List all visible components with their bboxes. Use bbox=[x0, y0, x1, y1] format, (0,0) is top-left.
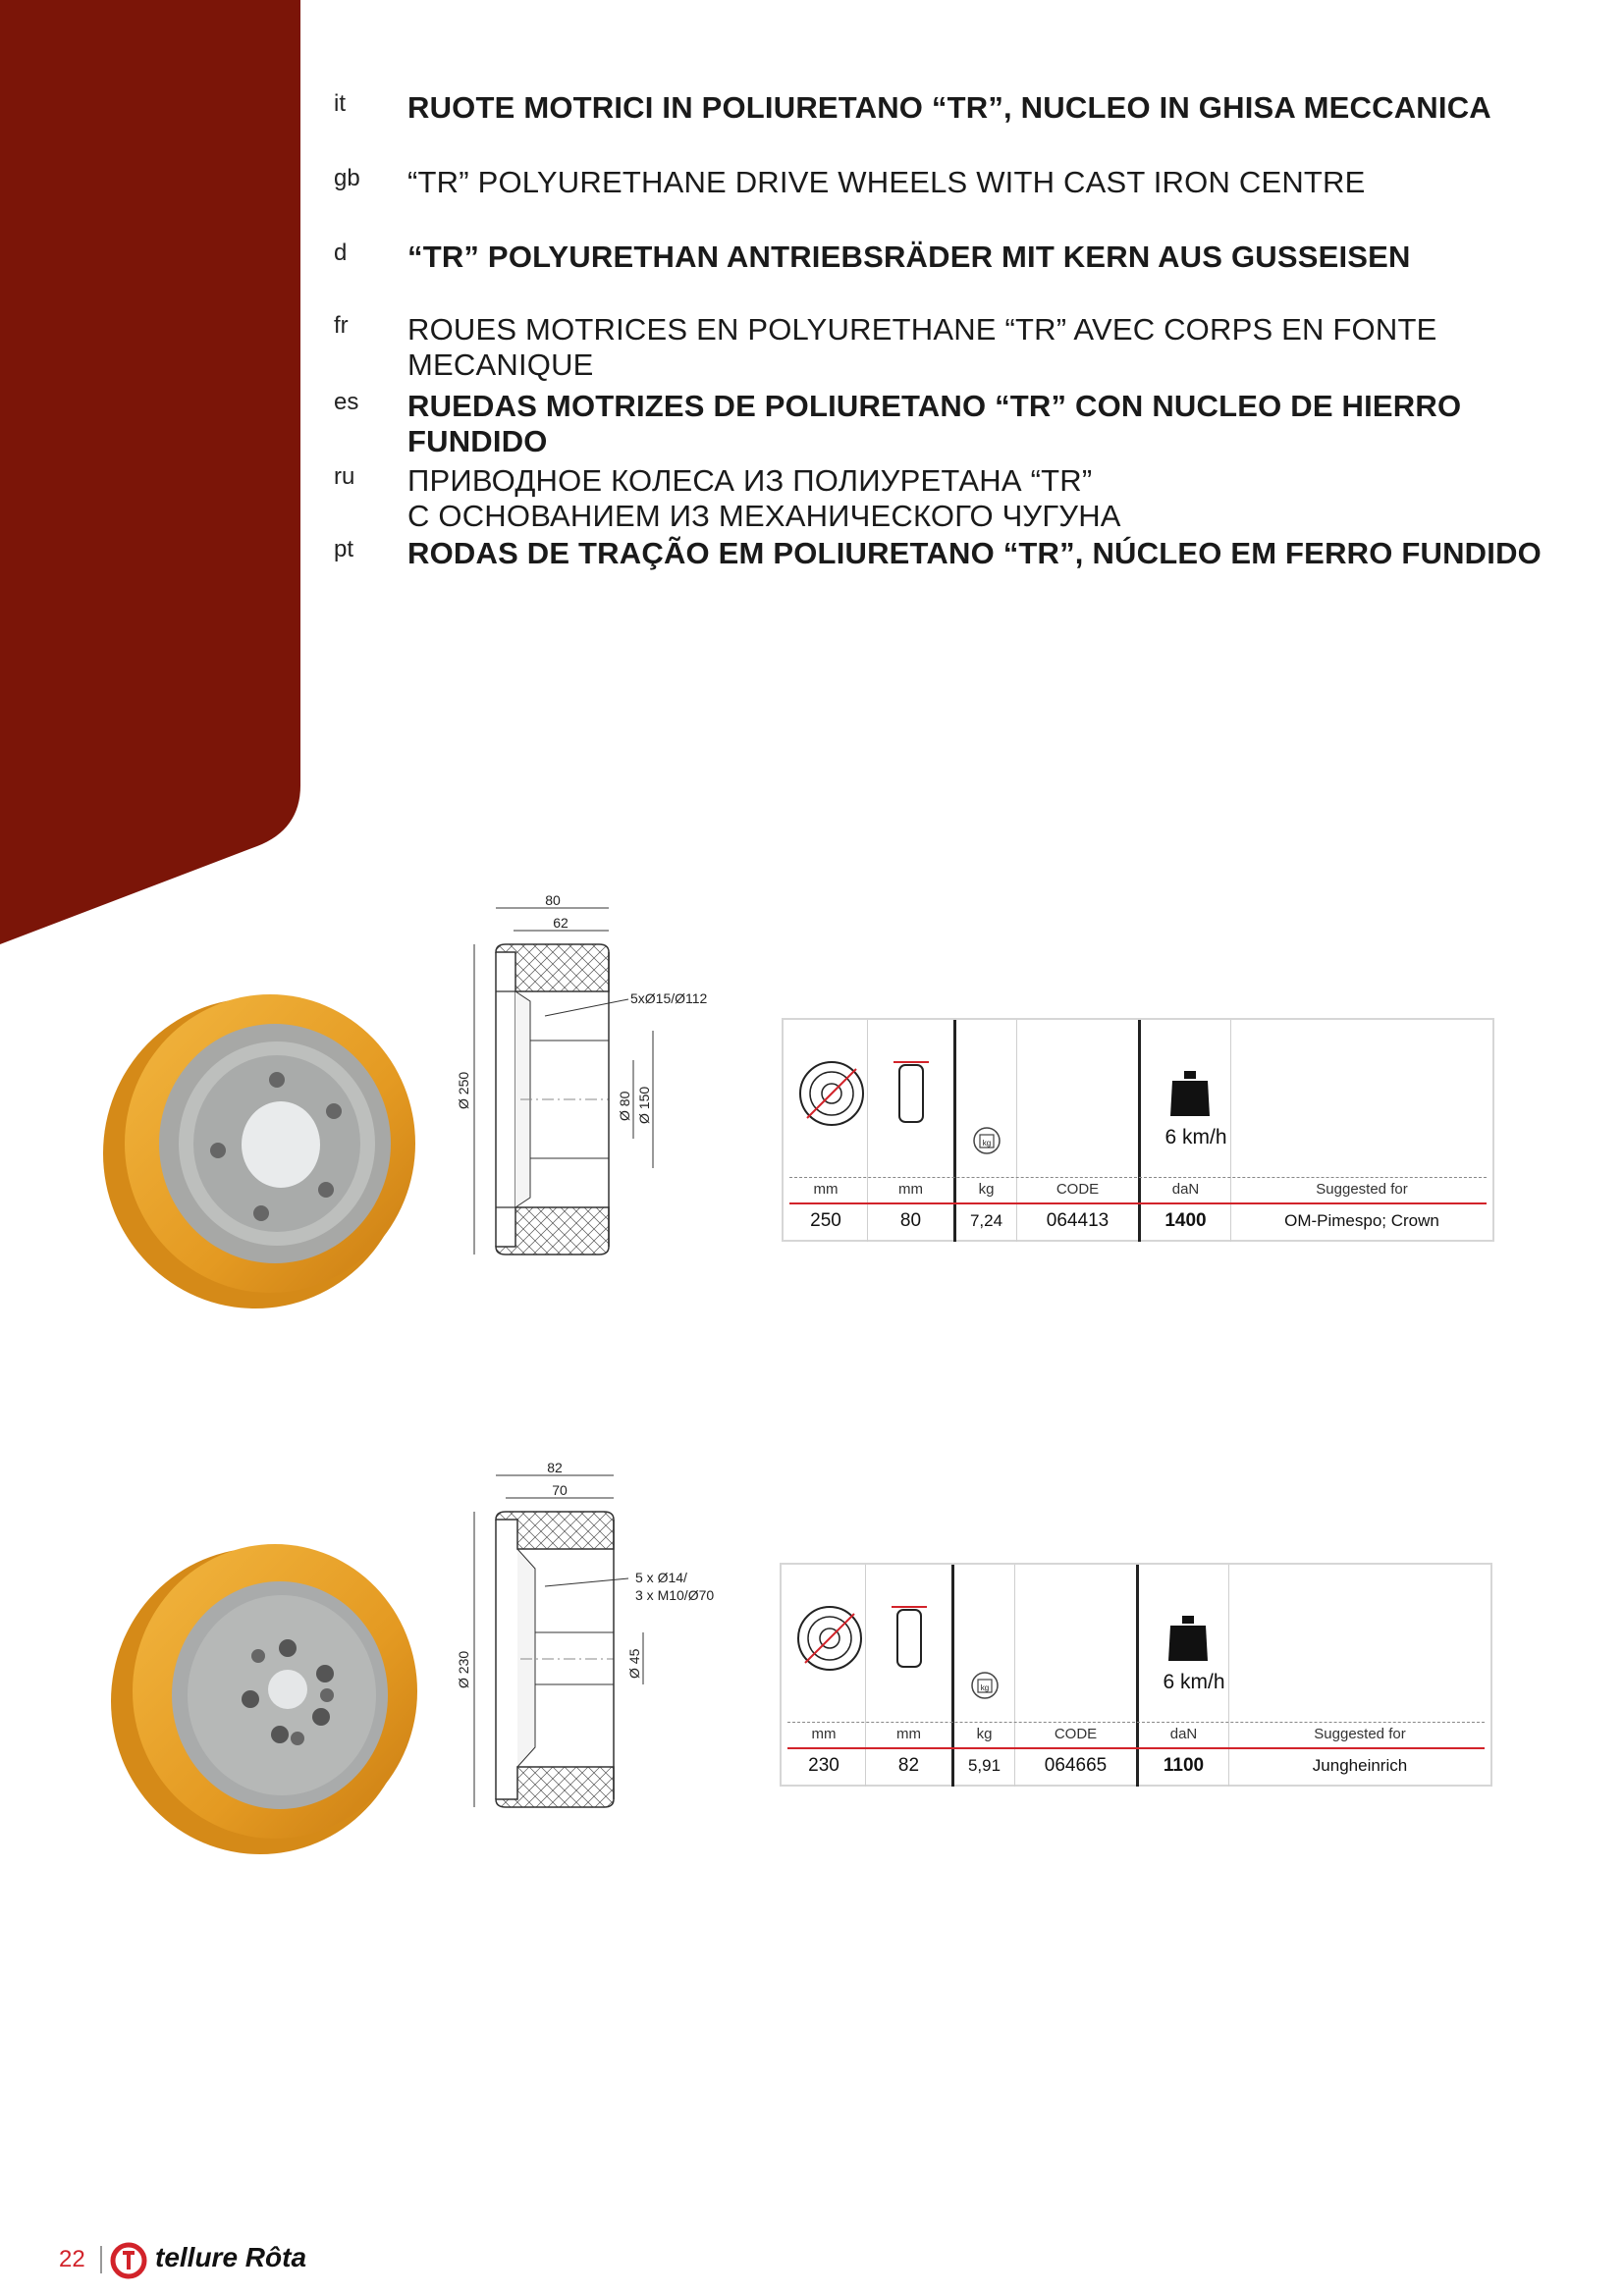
load-weight-icon bbox=[1166, 1614, 1210, 1663]
lang-code: pt bbox=[334, 536, 354, 562]
title-text: RODAS DE TRAÇÃO EM POLIURETANO “TR”, NÚCLEO EM FERRO FUNDIDO bbox=[407, 536, 1542, 570]
column-divider bbox=[1228, 1565, 1229, 1787]
dim-width-inner: 62 bbox=[553, 915, 568, 931]
value-diameter: 230 bbox=[808, 1755, 839, 1776]
lang-code: d bbox=[334, 240, 348, 266]
title-text: RUOTE MOTRICI IN POLIURETANO “TR”, NUCLEO IN GHISA MECCANICA bbox=[407, 90, 1491, 125]
header-red-line bbox=[787, 1747, 1485, 1749]
technical-drawing-2 bbox=[447, 1461, 741, 1883]
header-code: CODE bbox=[1054, 1726, 1098, 1742]
title-es bbox=[334, 389, 1571, 463]
title-it bbox=[334, 90, 1571, 165]
red-side-band bbox=[0, 0, 314, 962]
dim-hub-diameter: Ø 150 bbox=[636, 1086, 652, 1124]
spec-table-1 bbox=[782, 1018, 1494, 1242]
title-text: ПРИВОДНОЕ КОЛЕСА ИЗ ПОЛИУРЕТАНА “TR” bbox=[407, 463, 1093, 498]
title-gb bbox=[334, 165, 1571, 240]
header-suggested: Suggested for bbox=[1316, 1181, 1408, 1198]
header-weight: kg bbox=[976, 1726, 993, 1742]
header-diameter: mm bbox=[813, 1181, 839, 1198]
dim-holes: 5xØ15/Ø112 bbox=[630, 990, 708, 1006]
column-divider bbox=[1016, 1020, 1017, 1242]
page-number: 22 bbox=[59, 2246, 85, 2272]
header-width: mm bbox=[898, 1181, 923, 1198]
lang-code: fr bbox=[334, 312, 349, 339]
wheel-width-icon bbox=[892, 1059, 931, 1128]
title-text: “TR” POLYURETHANE DRIVE WHEELS WITH CAST IRON CENTRE bbox=[407, 165, 1366, 199]
column-divider bbox=[1230, 1020, 1231, 1242]
title-text: ROUES MOTRICES EN POLYURETHANE “TR” AVEC CORPS EN FONTE MECANIQUE bbox=[407, 312, 1437, 382]
dim-bore-diameter: Ø 80 bbox=[617, 1091, 632, 1121]
column-divider bbox=[867, 1020, 868, 1242]
header-width: mm bbox=[896, 1726, 921, 1742]
footer-separator bbox=[100, 2246, 102, 2273]
wheel-diameter-icon bbox=[797, 1059, 866, 1128]
title-fr bbox=[334, 312, 1571, 389]
value-width: 82 bbox=[897, 1755, 920, 1776]
title-text: “TR” POLYURETHAN ANTRIEBSRÄDER MIT KERN AUS GUSSEISEN bbox=[407, 240, 1411, 274]
wheel-photo-2 bbox=[103, 1526, 427, 1860]
weight-icon bbox=[970, 1671, 1000, 1700]
value-load: 1400 bbox=[1164, 1210, 1207, 1231]
load-weight-icon bbox=[1168, 1069, 1212, 1118]
value-diameter: 250 bbox=[810, 1210, 841, 1231]
header-dashed-line bbox=[787, 1722, 1485, 1723]
column-divider bbox=[1138, 1020, 1141, 1242]
spec-table-2 bbox=[780, 1563, 1492, 1787]
header-load: daN bbox=[1169, 1726, 1198, 1742]
header-red-line bbox=[789, 1202, 1487, 1204]
lang-code: it bbox=[334, 90, 346, 117]
value-load: 1100 bbox=[1163, 1755, 1205, 1776]
header-load: daN bbox=[1171, 1181, 1200, 1198]
title-text-line2: С ОСНОВАНИЕМ ИЗ МЕХАНИЧЕСКОГО ЧУГУНА bbox=[407, 499, 1121, 533]
lang-code: ru bbox=[334, 463, 355, 490]
header-suggested: Suggested for bbox=[1314, 1726, 1406, 1742]
column-divider bbox=[953, 1020, 956, 1242]
title-text: RUEDAS MOTRIZES DE POLIURETANO “TR” CON NUCLEO DE HIERRO FUNDIDO bbox=[407, 389, 1462, 458]
dim-threads: 3 x M10/Ø70 bbox=[635, 1587, 715, 1603]
header-dashed-line bbox=[789, 1177, 1487, 1178]
dim-outer-diameter: Ø 250 bbox=[456, 1071, 471, 1109]
column-divider bbox=[865, 1565, 866, 1787]
value-code: 064413 bbox=[1046, 1210, 1110, 1231]
dim-width-outer: 82 bbox=[547, 1461, 563, 1475]
value-weight: 7,24 bbox=[969, 1211, 1003, 1230]
dim-width-outer: 80 bbox=[545, 893, 561, 908]
value-code: 064665 bbox=[1044, 1755, 1108, 1776]
value-width: 80 bbox=[899, 1210, 922, 1231]
speed-label: 6 km/h bbox=[1164, 1126, 1227, 1148]
header-diameter: mm bbox=[811, 1726, 837, 1742]
title-block bbox=[334, 90, 1571, 575]
technical-drawing-1 bbox=[447, 893, 741, 1325]
header-code: CODE bbox=[1056, 1181, 1100, 1198]
speed-label: 6 km/h bbox=[1163, 1671, 1225, 1693]
column-divider bbox=[951, 1565, 954, 1787]
lang-code: gb bbox=[334, 165, 360, 191]
dim-bore-diameter: Ø 45 bbox=[626, 1648, 642, 1679]
wheel-width-icon bbox=[890, 1604, 929, 1673]
wheel-diameter-icon bbox=[795, 1604, 864, 1673]
brand-name: tellure Rôta bbox=[155, 2242, 307, 2272]
tellure-rota-logo-icon bbox=[110, 2242, 147, 2279]
title-ru bbox=[334, 463, 1571, 536]
value-suggested: Jungheinrich bbox=[1312, 1756, 1408, 1775]
weight-icon-label: kg bbox=[980, 1683, 990, 1692]
header-weight: kg bbox=[978, 1181, 995, 1198]
lang-code: es bbox=[334, 389, 359, 415]
column-divider bbox=[1136, 1565, 1139, 1787]
value-suggested: OM-Pimespo; Crown bbox=[1284, 1211, 1439, 1230]
dim-holes: 5 x Ø14/ bbox=[635, 1570, 687, 1585]
wheel-photo-1 bbox=[98, 982, 422, 1315]
weight-icon-label: kg bbox=[982, 1139, 992, 1148]
title-d bbox=[334, 240, 1571, 312]
title-pt bbox=[334, 536, 1571, 575]
value-weight: 5,91 bbox=[967, 1756, 1001, 1775]
weight-icon bbox=[972, 1126, 1001, 1155]
column-divider bbox=[1014, 1565, 1015, 1787]
dim-outer-diameter: Ø 230 bbox=[456, 1650, 471, 1688]
dim-width-inner: 70 bbox=[552, 1482, 568, 1498]
